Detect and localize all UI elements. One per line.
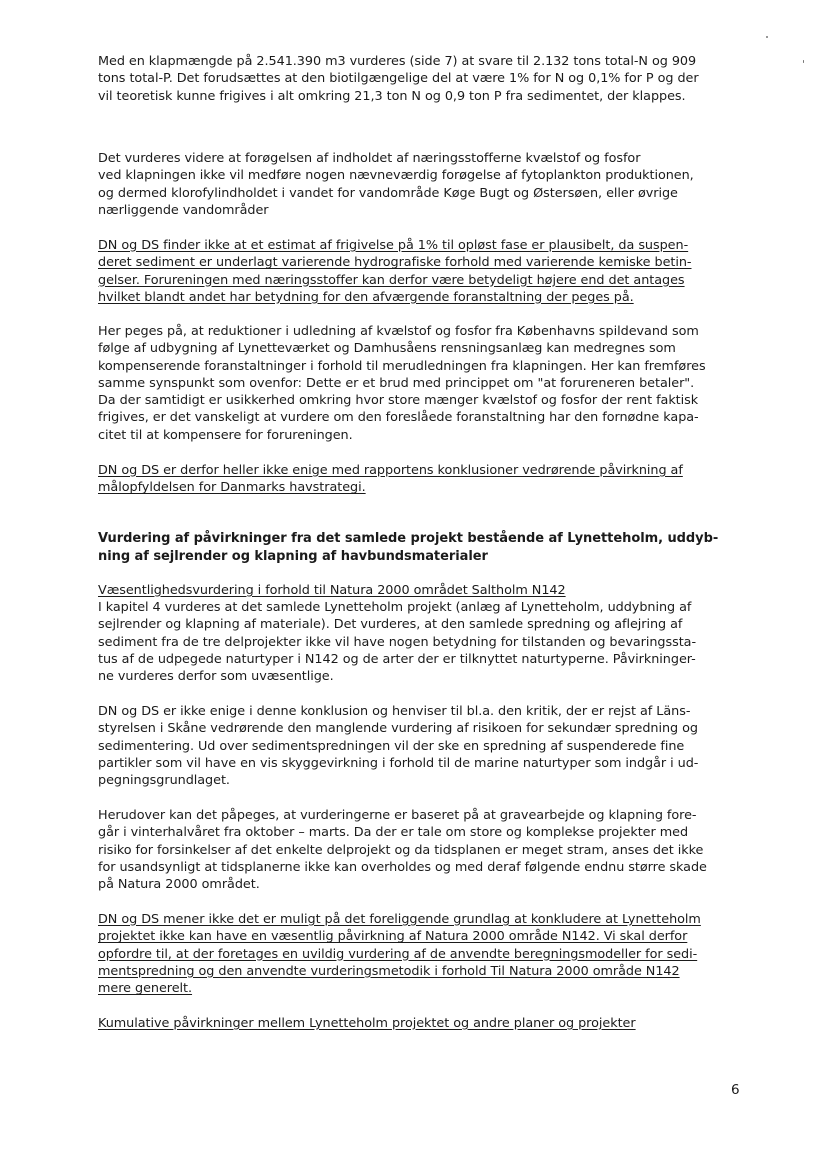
text-line: deret sediment er underlagt varierende hydrografiske forhold med varierende kemiske betin-	[98, 255, 692, 271]
text-line: vil teoretisk kunne frigives i alt omkring 21,3 ton N og 0,9 ton P fra sedimentet, der klappes.	[98, 88, 686, 104]
paragraph-dn-ds-ikke-enige	[98, 703, 748, 789]
subheading-kumulative	[98, 1015, 748, 1032]
text-line: samme synspunkt som ovenfor: Dette er et brud med princippet om "at forureneren betaler".	[98, 375, 695, 391]
text-line: frigives, er det vanskeligt at vurdere om den foreslåede foranstaltning har den fornødne kapa-	[98, 410, 699, 426]
text-line: tus af de udpegede naturtyper i N142 og de arter der er tilknyttet naturtyperne. Påvirkninger-	[98, 651, 696, 667]
text-line: DN og DS finder ikke at et estimat af frigivelse på 1% til opløst fase er plausibelt, da suspen-	[98, 238, 689, 253]
text-line: kompenserende foranstaltninger i forhold til merudledningen fra klapningen. Her kan fremføres	[98, 358, 706, 374]
text-line: nærliggende vandområder	[98, 202, 269, 218]
text-line: gelser. Forureningen med næringsstoffer kan derfor være betydeligt højere end det antages	[98, 272, 685, 288]
section-heading	[98, 530, 748, 565]
text-line: projektet ikke kan have en væsentlig påvirkning af Natura 2000 område N142. Vi skal derfor	[98, 929, 688, 945]
text-line: mentspredning og den anvendte vurderingsmetodik i forhold Til Natura 2000 område N142	[98, 963, 680, 979]
text-line: mere generelt.	[98, 981, 193, 997]
paragraph-klapmaengde	[98, 53, 748, 105]
text-line: sedimentering. Ud over sedimentspredningen vil der ske en spredning af suspenderede fine	[98, 738, 685, 754]
text-line: Da der samtidigt er usikkerhed omkring hvor store mænger kvælstof og fosfor der rent faktisk	[98, 393, 699, 409]
text-line: sejlrender og klapning af materiale). Det vurderes, at den samlede spredning og aflejring af	[98, 617, 683, 633]
text-line: styrelsen i Skåne vedrørende den manglende vurdering af risikoen for sekundær spredning og	[98, 721, 698, 737]
text-line: citet til at kompensere for forureningen.	[98, 427, 353, 443]
text-line: Her peges på, at reduktioner i udledning af kvælstof og fosfor fra Københavns spildevand som	[98, 324, 699, 339]
text-line: risiko for forsinkelser af det enkelte delprojekt og da tidsplanen er meget stram, anses det ikke	[98, 842, 704, 858]
text-line: Vurdering af påvirkninger fra det samlede projekt bestående af Lynetteholm, uddyb-	[98, 531, 719, 546]
text-line: ne vurderes derfor som uvæsentlige.	[98, 669, 334, 685]
text-line: på Natura 2000 området.	[98, 877, 260, 893]
text-line: DN og DS er derfor heller ikke enige med rapportens konklusioner vedrørende påvirkning af	[98, 463, 683, 478]
text-line: partikler som vil have en vis skyggevirkning i forhold til de marine naturtyper som indgår i ud-	[98, 755, 699, 771]
text-line: hvilket blandt andet har betydning for den afværgende foranstaltning der peges på.	[98, 289, 634, 305]
text-line: I kapitel 4 vurderes at det samlede Lynetteholm projekt (anlæg af Lynetteholm, uddybning af	[98, 600, 692, 615]
text-line: Med en klapmængde på 2.541.390 m3 vurderes (side 7) at svare til 2.132 tons total-N og 909	[98, 54, 697, 69]
text-line: opfordre til, at der foretages en uvildig vurdering af de anvendte beregningsmodeller for sedi-	[98, 946, 698, 962]
text-line: følge af udbygning af Lynetteværket og Damhusåens rensningsanlæg kan medregnes som	[98, 341, 676, 357]
page-number: 6	[731, 1082, 740, 1098]
paragraph-herudover	[98, 807, 748, 893]
text-line: Herudover kan det påpeges, at vurderingerne er baseret på at gravearbejde og klapning fore-	[98, 808, 697, 823]
text-line: DN og DS er ikke enige i denne konklusion og henviser til bl.a. den kritik, der er rejst af Läns-	[98, 704, 691, 719]
paragraph-reduktioner	[98, 323, 748, 444]
text-line: målopfyldelsen for Danmarks havstrategi.	[98, 480, 366, 496]
text-line: Kumulative påvirkninger mellem Lynetteholm projektet og andre planer og projekter	[98, 1016, 636, 1031]
subheading-vaesentlighedsvurdering	[98, 582, 748, 599]
paragraph-dn-ds-havstrategi	[98, 462, 748, 497]
scan-speck	[803, 60, 804, 63]
text-line: og dermed klorofylindholdet i vandet for vandområde Køge Bugt og Østersøen, eller øvrige	[98, 185, 678, 201]
paragraph-dn-ds-frigivelse	[98, 237, 748, 306]
paragraph-forogelse-naeringsstoffer	[98, 150, 748, 219]
text-line: går i vinterhalvåret fra oktober – marts. Da der er tale om store og komplekse projekter med	[98, 825, 689, 841]
text-line: Væsentlighedsvurdering i forhold til Natura 2000 området Saltholm N142	[98, 583, 566, 598]
paragraph-dn-ds-mener	[98, 911, 748, 997]
paragraph-kapitel-4	[98, 599, 748, 685]
scan-speck	[766, 36, 768, 38]
text-line: pegningsgrundlaget.	[98, 773, 230, 789]
text-line: Det vurderes videre at forøgelsen af indholdet af næringsstofferne kvælstof og fosfor	[98, 151, 641, 166]
text-line: ning af sejlrender og klapning af havbundsmaterialer	[98, 548, 488, 564]
text-line: tons total-P. Det forudsættes at den biotilgængelige del at være 1% for N og 0,1% for P og der	[98, 71, 699, 87]
text-line: sediment fra de tre delprojekter ikke vil have nogen betydning for tilstanden og bevaringssta-	[98, 634, 697, 650]
text-line: DN og DS mener ikke det er muligt på det foreliggende grundlag at konkludere at Lynetteholm	[98, 912, 701, 927]
text-line: for usandsynligt at tidsplanerne ikke kan overholdes og med deraf følgende endnu større skade	[98, 859, 707, 875]
text-line: ved klapningen ikke vil medføre nogen nævneværdig forøgelse af fytoplankton produktionen,	[98, 168, 694, 184]
